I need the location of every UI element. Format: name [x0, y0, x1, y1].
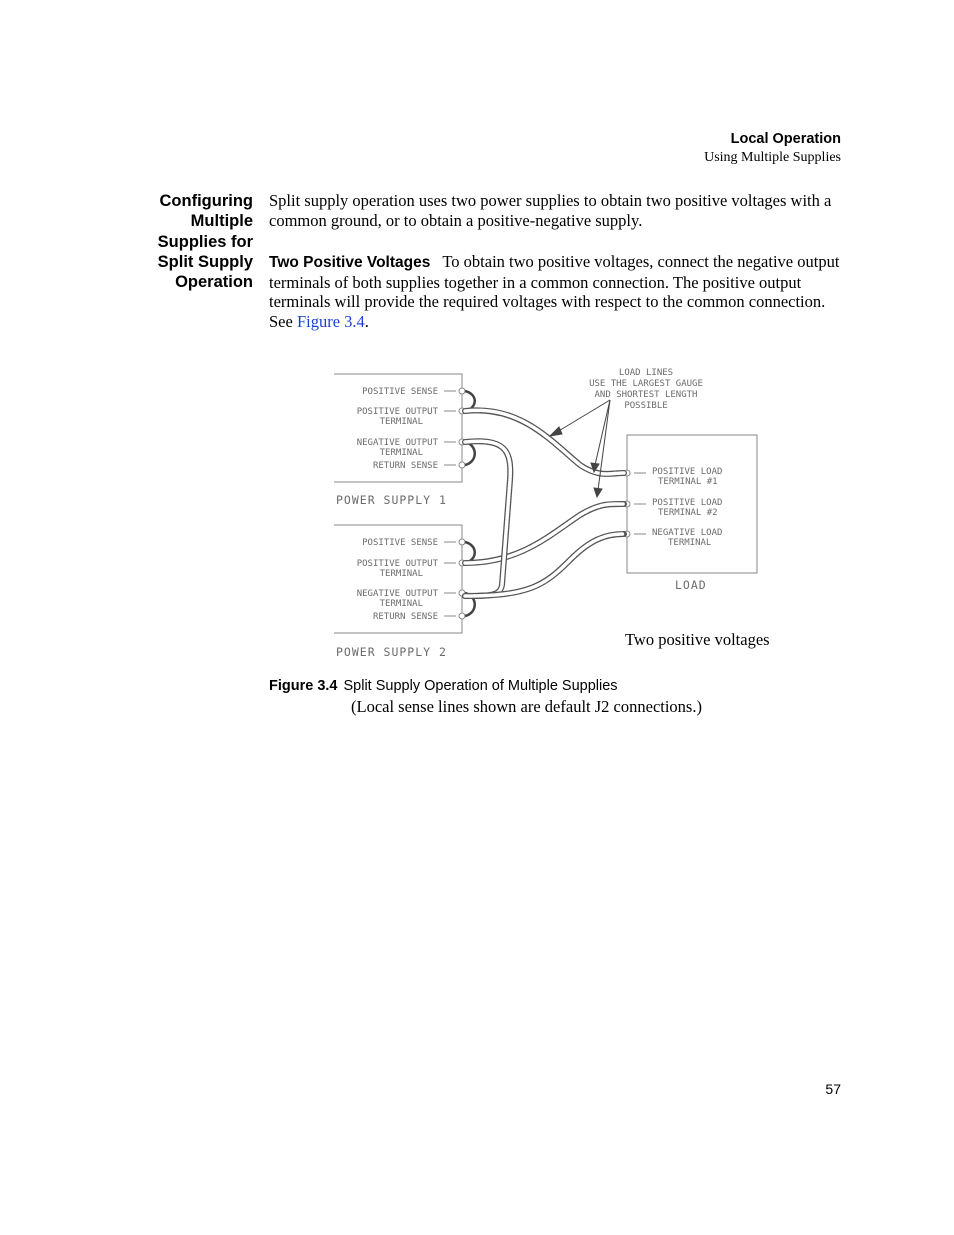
ps2-terminal-label: TERMINAL: [379, 569, 423, 579]
running-header-subtitle: Using Multiple Supplies: [704, 150, 841, 165]
ps1-return-sense-label: RETURN SENSE: [372, 461, 438, 471]
figure-note: (Local sense lines shown are default J2 connections.): [351, 697, 702, 716]
running-header-title: Local Operation: [730, 131, 841, 147]
diagram-caption-label: Two positive voltages: [625, 630, 770, 649]
ps2-negative-output-label: NEGATIVE OUTPUT: [356, 589, 438, 599]
figure-number: Figure 3.4: [269, 678, 338, 694]
paragraph-end: .: [364, 312, 369, 332]
figure-caption: [269, 678, 618, 694]
note-line: POSSIBLE: [624, 401, 668, 411]
load-terminal2-sub: TERMINAL #2: [658, 508, 718, 518]
ps2-terminal-label: TERMINAL: [379, 599, 423, 609]
load-terminal1-sub: TERMINAL #1: [658, 477, 718, 487]
page-number: 57: [825, 1081, 841, 1097]
load-terminal1-label: POSITIVE LOAD: [652, 467, 723, 477]
load-terminal2-label: POSITIVE LOAD: [652, 498, 723, 508]
intro-paragraph: Split supply operation uses two power supplies to obtain two positive voltages with a common ground, or to obtain a positive-negative supply.: [269, 191, 832, 230]
ps1-positive-sense-label: POSITIVE SENSE: [362, 387, 438, 397]
ps2-positive-sense-label: POSITIVE SENSE: [362, 538, 438, 548]
load-negative-label: NEGATIVE LOAD: [652, 528, 723, 538]
load-box: [624, 435, 757, 592]
ps1-terminal-label: TERMINAL: [379, 417, 423, 427]
section-heading-line: Supplies for: [157, 232, 253, 251]
power-supply-2: [334, 525, 475, 659]
run-in-heading: Two Positive Voltages: [269, 254, 431, 271]
section-heading-line: Split Supply: [157, 252, 253, 271]
paragraph-text: To obtain two positive voltages, connect the negative output terminals of both supplies together in a common connection. The positive output terminals will provide the required voltages with respect to the common connection. See: [269, 252, 840, 332]
section-heading-line: Operation: [175, 273, 253, 292]
ps1-negative-output-label: NEGATIVE OUTPUT: [356, 438, 438, 448]
ps1-positive-output-label: POSITIVE OUTPUT: [356, 407, 438, 417]
ps1-terminal-label: TERMINAL: [379, 448, 423, 458]
section-heading-line: Configuring: [159, 192, 253, 210]
figure-link[interactable]: Figure 3.4: [296, 312, 365, 332]
load-negative-sub: TERMINAL: [668, 538, 712, 548]
figure-title: Split Supply Operation of Multiple Supplies: [343, 678, 618, 694]
load-name: LOAD: [675, 578, 707, 592]
note-line: AND SHORTEST LENGTH: [594, 390, 698, 400]
section-heading: [130, 191, 253, 292]
wiring-diagram: [320, 360, 780, 670]
section-heading-line: Multiple: [190, 212, 253, 231]
ps1-name: POWER SUPPLY 1: [336, 493, 447, 507]
ps2-return-sense-label: RETURN SENSE: [372, 612, 438, 622]
note-line: USE THE LARGEST GAUGE: [589, 379, 703, 389]
power-supply-1: [334, 374, 475, 507]
two-positive-paragraph: [269, 252, 844, 332]
ps2-name: POWER SUPPLY 2: [336, 645, 447, 659]
load-cables: [465, 410, 624, 596]
ps2-positive-output-label: POSITIVE OUTPUT: [356, 559, 438, 569]
note-line: LOAD LINES: [618, 368, 674, 378]
